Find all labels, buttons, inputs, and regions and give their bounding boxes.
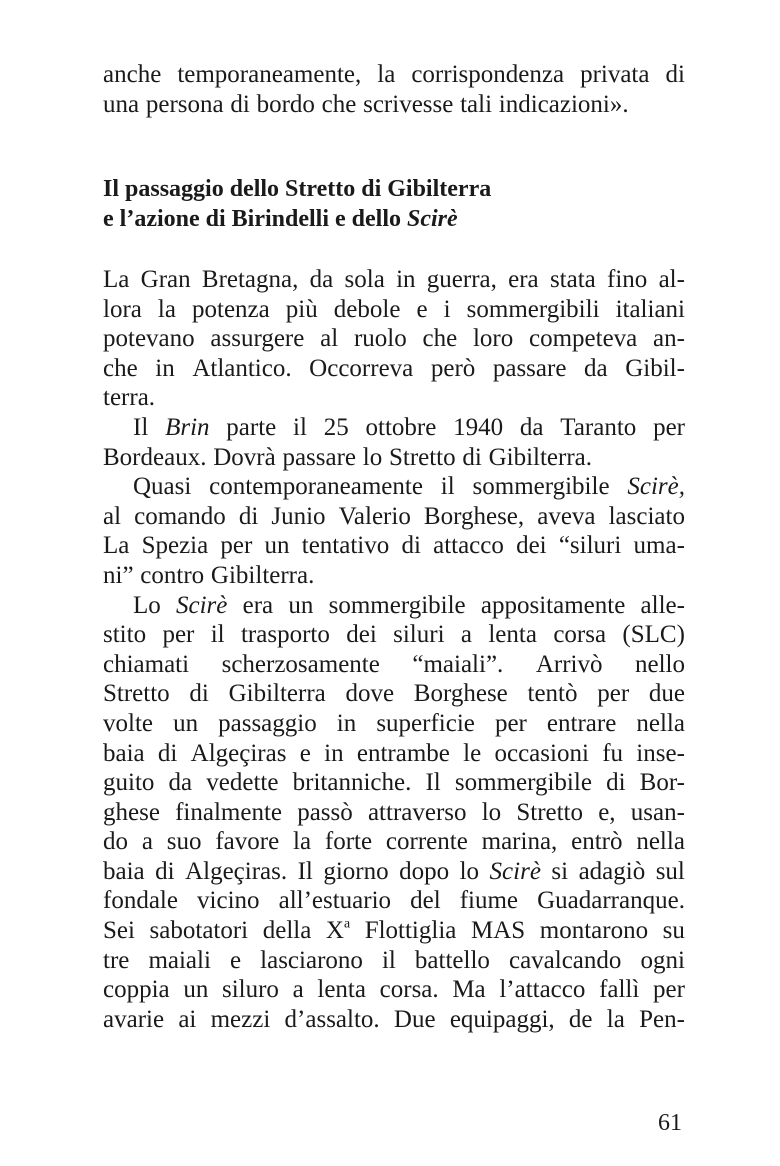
text-line	[103, 354, 685, 384]
word: Taranto	[560, 413, 637, 441]
word: da	[584, 354, 608, 382]
word: il	[293, 413, 307, 441]
word: sola	[344, 266, 385, 293]
word: stito	[103, 621, 147, 649]
word: comando	[134, 502, 226, 530]
word: guerra,	[426, 266, 497, 293]
word: parte	[226, 413, 277, 441]
word: Bordeaux.	[103, 443, 207, 471]
word: potenza	[192, 295, 270, 323]
word: volte	[103, 709, 153, 737]
word: a	[292, 976, 304, 1004]
text-line	[103, 60, 685, 90]
word: tre	[103, 946, 130, 974]
word: MAS	[470, 917, 526, 945]
word: Junio	[271, 502, 326, 530]
word: contemporaneamente	[209, 473, 423, 501]
word: italiani	[615, 295, 685, 323]
text-line	[103, 886, 685, 916]
word: Gibilterra.	[488, 443, 593, 471]
word: aveva	[537, 502, 596, 530]
word: Dovrà	[213, 443, 276, 471]
text-line	[103, 916, 685, 946]
word: an-	[653, 325, 685, 353]
word: un	[264, 532, 290, 560]
word: l’attacco	[499, 976, 586, 1004]
word: che	[422, 325, 458, 353]
word: britanniche.	[292, 769, 412, 797]
word: Stretto	[103, 680, 170, 708]
word: Gran	[140, 266, 191, 293]
word: un	[183, 976, 209, 1004]
word: era	[508, 266, 539, 293]
word: finalmente	[175, 798, 283, 826]
word: montarono	[539, 917, 649, 945]
word: corsa.	[379, 976, 439, 1004]
word: entrò	[571, 828, 623, 856]
word: adagiò	[578, 857, 646, 885]
word: Due	[393, 1005, 436, 1033]
word: Bor-	[639, 769, 685, 797]
word: de	[568, 1005, 593, 1033]
word: baia	[103, 739, 145, 767]
word: Borghese,	[423, 502, 525, 530]
word: coppia	[103, 976, 170, 1004]
word: temporaneamente,	[177, 61, 362, 88]
word: al-	[658, 266, 685, 293]
word: per	[494, 709, 527, 737]
word: dopo	[399, 857, 450, 885]
text-line	[103, 768, 685, 798]
word: il	[440, 473, 455, 501]
word: a	[460, 621, 472, 649]
word: che	[103, 354, 138, 382]
word: Scirè	[176, 591, 228, 619]
word: Occorreva	[309, 354, 414, 382]
text-line	[103, 1005, 685, 1035]
word: e	[229, 946, 242, 974]
word: per	[597, 680, 630, 708]
word: più	[285, 295, 318, 323]
word: alle-	[640, 591, 685, 619]
word: in	[336, 709, 357, 737]
text-line	[103, 295, 685, 325]
text-line	[103, 650, 685, 680]
word: per	[162, 621, 195, 649]
word: uma-	[633, 532, 685, 560]
word: Pen-	[639, 1005, 685, 1033]
word: battello	[414, 946, 490, 974]
word: un	[173, 709, 199, 737]
word: che	[321, 90, 357, 118]
word: competeva	[529, 325, 638, 353]
word: Algeçiras.	[185, 857, 288, 885]
word: Stretto	[516, 798, 584, 826]
word: da	[309, 266, 334, 293]
roman-numeral-x: X	[325, 917, 344, 945]
word: per	[653, 413, 685, 441]
word: dove	[345, 680, 395, 708]
word: e	[299, 739, 311, 767]
word: nella	[636, 828, 685, 856]
text-line	[103, 709, 685, 739]
word: Lo	[133, 591, 161, 619]
word: lo	[459, 857, 480, 885]
word: per	[220, 532, 253, 560]
word: La	[103, 532, 130, 560]
word: sommergibile	[472, 473, 610, 501]
word: Sei	[103, 917, 135, 945]
word: maiali	[148, 946, 211, 974]
word: indicazioni».	[498, 90, 629, 118]
text-line	[103, 679, 685, 709]
word: un	[288, 591, 314, 619]
word: fallì	[599, 976, 640, 1004]
word: Spezia	[141, 532, 209, 560]
word: loro	[472, 325, 514, 353]
word: entrambe	[356, 739, 450, 767]
word: 1940	[453, 413, 504, 441]
text-line	[103, 324, 685, 354]
word: persona	[145, 90, 224, 118]
word: fiume	[459, 887, 519, 915]
text-line	[103, 413, 685, 443]
word: la	[606, 1005, 625, 1033]
word: baia	[103, 857, 145, 885]
word: di	[157, 739, 178, 767]
word: passaggio	[218, 709, 317, 737]
word: lasciarono	[260, 946, 363, 974]
text-line	[103, 531, 685, 561]
word: La	[103, 266, 130, 293]
word: forte	[324, 828, 373, 856]
word: di	[462, 443, 482, 471]
word: Gibilterra.	[210, 561, 315, 589]
word: entrare	[546, 709, 617, 737]
word: giorno	[323, 857, 389, 885]
word: Arrivò	[535, 650, 603, 678]
text-line	[103, 946, 685, 976]
word: di	[401, 532, 421, 560]
word: Il	[425, 769, 441, 797]
word: superficie	[376, 709, 475, 737]
body-text	[103, 265, 685, 1034]
section-heading	[103, 174, 685, 234]
word: sommergibile	[454, 769, 592, 797]
word: sabotatori	[149, 917, 249, 945]
word: e	[416, 295, 428, 323]
word: fu	[602, 739, 624, 767]
heading-line-2	[103, 204, 685, 234]
word: due	[648, 680, 685, 708]
word: (SLC)	[622, 621, 685, 649]
word: la	[377, 61, 396, 88]
word: una	[103, 90, 140, 118]
word: e,	[598, 798, 616, 826]
word: di	[155, 857, 175, 885]
word: vedette	[206, 769, 279, 797]
word: trasporto	[240, 621, 330, 649]
word: al	[103, 502, 122, 530]
word: lo	[481, 798, 502, 826]
word: da	[168, 769, 193, 797]
word: vicino	[197, 887, 260, 915]
text-line	[103, 827, 685, 857]
word: terra.	[103, 384, 156, 412]
word: ai	[178, 1005, 197, 1033]
word: lora	[103, 295, 142, 323]
word: di	[238, 502, 259, 530]
word: scrivesse	[363, 90, 454, 118]
word: di	[189, 680, 209, 708]
word: cavalcando	[508, 946, 622, 974]
word: fino	[607, 266, 648, 293]
word: al	[320, 325, 339, 353]
word: mezzi	[210, 1005, 271, 1033]
text-line	[103, 739, 685, 769]
word: stata	[549, 266, 596, 293]
word: Guadarranque.	[537, 887, 685, 915]
word: ni”	[103, 561, 134, 589]
word: usan-	[630, 798, 685, 826]
word: a	[141, 828, 153, 856]
word: sommergibili	[466, 295, 600, 323]
word: corsa	[553, 621, 607, 649]
word: chiamati	[103, 650, 190, 678]
word: scherzosamente	[221, 650, 380, 678]
word: bordo	[256, 90, 315, 118]
word: tentò	[527, 680, 578, 708]
word: attacco	[433, 532, 504, 560]
heading-line-1: Il passaggio dello Stretto di Gibilterra	[103, 176, 492, 202]
word: il	[210, 621, 225, 649]
word: dei	[516, 532, 547, 560]
word: avarie	[103, 1005, 165, 1033]
word: all’estuario	[278, 887, 392, 915]
word: “siluri	[558, 532, 622, 560]
word: privata	[580, 61, 650, 88]
word: su	[662, 917, 685, 945]
word: Algeçiras	[190, 739, 287, 767]
word: do	[103, 828, 128, 856]
word: sul	[655, 857, 685, 885]
word: passare	[282, 443, 357, 471]
word: era	[242, 591, 274, 619]
word: il	[381, 946, 396, 974]
word: la	[157, 295, 176, 323]
word: lasciato	[608, 502, 685, 530]
word: di	[665, 61, 685, 88]
word: nella	[636, 709, 685, 737]
word: favore	[215, 828, 280, 856]
text-line	[103, 975, 685, 1005]
word: la	[293, 828, 312, 856]
text-line	[103, 620, 685, 650]
text-line	[103, 502, 685, 532]
word: lo	[362, 443, 383, 471]
word: Gibil-	[625, 354, 685, 382]
word: corrispondenza	[411, 61, 565, 88]
text-line	[103, 798, 685, 828]
word: lenta	[488, 621, 537, 649]
text-line	[103, 90, 685, 120]
page-number: 61	[658, 1110, 682, 1136]
word: Scirè,	[627, 473, 685, 501]
word: appositamente	[480, 591, 626, 619]
word: in	[155, 354, 175, 382]
word: occasioni	[494, 739, 589, 767]
word: Brin	[165, 413, 210, 441]
word: ogni	[640, 946, 685, 974]
word: Atlantico.	[192, 354, 292, 382]
word	[326, 916, 350, 946]
text-line	[103, 857, 685, 887]
top-paragraph	[103, 60, 685, 119]
word: d’assalto.	[284, 1005, 380, 1033]
word: marina,	[481, 828, 558, 856]
word: Quasi	[133, 473, 192, 501]
text-line	[103, 383, 685, 413]
word: guito	[103, 769, 155, 797]
word: per	[653, 976, 685, 1004]
word: sommergibile	[328, 591, 466, 619]
word: in	[396, 266, 416, 293]
word: Bretagna,	[201, 266, 299, 293]
word: Flottiglia	[364, 917, 457, 945]
text-line	[103, 472, 685, 502]
word: Stretto	[388, 443, 456, 471]
word: ghese	[103, 798, 160, 826]
word: del	[410, 887, 441, 915]
word: contro	[140, 561, 205, 589]
word: “maiali”.	[412, 650, 504, 678]
word: equipaggi,	[449, 1005, 555, 1033]
word: di	[606, 769, 626, 797]
word: potevano	[103, 325, 195, 353]
word: assurgere	[210, 325, 305, 353]
word: passò	[297, 798, 353, 826]
heading-line-2-prefix: e l’azione di Birindelli e dello	[103, 206, 407, 232]
ordinal-superscript: a	[343, 915, 351, 931]
word: i	[443, 295, 451, 323]
word: dei	[346, 621, 377, 649]
word: Borghese	[413, 680, 508, 708]
word: di	[230, 90, 250, 118]
word: fondale	[103, 887, 178, 915]
word: lenta	[317, 976, 366, 1004]
word: suo	[166, 828, 202, 856]
text-line	[103, 561, 685, 591]
word: ottobre	[365, 413, 437, 441]
text-line	[103, 443, 685, 473]
word: Gibilterra	[228, 680, 326, 708]
word: passare	[492, 354, 567, 382]
word: nello	[634, 650, 685, 678]
word: corrente	[385, 828, 468, 856]
word: debole	[333, 295, 401, 323]
word: le	[463, 739, 482, 767]
word: tentativo	[301, 532, 390, 560]
text-line	[103, 265, 685, 295]
word: si	[551, 857, 569, 885]
word: siluri	[393, 621, 445, 649]
word: in	[324, 739, 344, 767]
word: attraverso	[367, 798, 467, 826]
text-line	[103, 591, 685, 621]
word: inse-	[636, 739, 685, 767]
word: siluro	[221, 976, 279, 1004]
word: della	[262, 917, 312, 945]
word: tali	[460, 90, 493, 118]
word: Ma	[452, 976, 486, 1004]
word: 25	[323, 413, 349, 441]
word: ruolo	[353, 325, 407, 353]
heading-line-2-italic: Scirè	[406, 206, 458, 232]
word: Scirè	[489, 857, 541, 885]
word: Il	[297, 857, 313, 885]
word: però	[430, 354, 476, 382]
word: anche	[103, 61, 162, 88]
word: Il	[133, 413, 149, 441]
word: da	[519, 413, 544, 441]
word: Valerio	[338, 502, 411, 530]
